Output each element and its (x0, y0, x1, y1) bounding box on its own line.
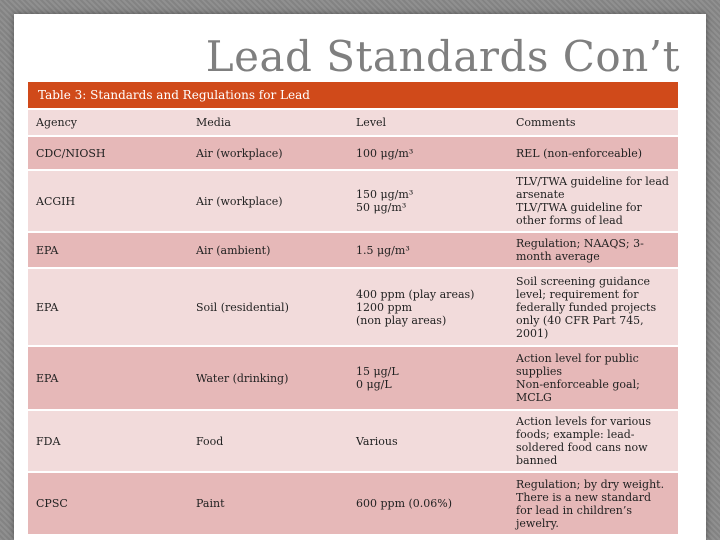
level-line: 1.5 μg/m³ (356, 243, 410, 257)
table-caption: Table 3: Standards and Regulations for Lead (28, 82, 678, 108)
level-line: 100 μg/m³ (356, 146, 414, 160)
comment-line: Regulation; by dry weight. There is a new standard for lead in children’s jewelry. (516, 477, 665, 530)
table-row (28, 410, 678, 472)
cell-level (348, 268, 508, 346)
level-line: (non play areas) (356, 313, 447, 327)
cell-media: Air (workplace) (188, 170, 348, 232)
table-header-row (28, 109, 678, 136)
cell-agency: FDA (28, 410, 188, 472)
level-line: 50 μg/m³ (356, 201, 407, 214)
comment-line: Soil screening guidance level; requirement for federally funded projects only (40 CFR Part 745, 2001) (516, 274, 657, 340)
comment-line: TLV/TWA guideline for other forms of lead (516, 201, 642, 227)
comment-line: Action levels for various foods; example: lead-soldered food cans now banned (516, 415, 652, 467)
level-line: Various (356, 434, 398, 448)
level-line: 150 μg/m³ (356, 188, 414, 201)
cell-agency: EPA (28, 268, 188, 346)
cell-agency: EPA (28, 346, 188, 410)
cell-level (348, 136, 508, 170)
cell-agency: ACGIH (28, 170, 188, 232)
table-row (28, 346, 678, 410)
cell-agency: CPSC (28, 472, 188, 534)
cell-comments (508, 268, 678, 346)
comment-line: Regulation; NAAQS; 3-month average (516, 237, 644, 263)
level-line: 0 μg/L (356, 378, 392, 391)
cell-agency: EPA (28, 232, 188, 268)
level-line: 600 ppm (0.06%) (356, 497, 453, 510)
cell-level (348, 170, 508, 232)
cell-media: Water (drinking) (188, 346, 348, 410)
comment-line: Non-enforceable goal; MCLG (516, 378, 640, 404)
cell-level (348, 472, 508, 534)
cell-media: Air (workplace) (188, 136, 348, 170)
cell-comments (508, 410, 678, 472)
cell-media: Air (ambient) (188, 232, 348, 268)
slide-title: Lead Standards Con’t (205, 32, 680, 81)
cell-media: Food (188, 410, 348, 472)
cell-media: Soil (residential) (188, 268, 348, 346)
cell-comments (508, 170, 678, 232)
cell-comments (508, 136, 678, 170)
cell-comments (508, 346, 678, 410)
header-level: Level (348, 109, 508, 136)
header-media: Media (188, 109, 348, 136)
cell-level (348, 232, 508, 268)
comment-line: REL (non-enforceable) (516, 146, 643, 160)
comment-line: TLV/TWA guideline for lead arsenate (516, 175, 669, 201)
table-row (28, 472, 678, 534)
cell-level (348, 346, 508, 410)
table-row (28, 170, 678, 232)
cell-comments (508, 232, 678, 268)
level-line: 1200 ppm (356, 300, 413, 314)
header-comments: Comments (508, 109, 678, 136)
comment-line: Action level for public supplies (516, 352, 639, 378)
table-row (28, 136, 678, 170)
table-row (28, 268, 678, 346)
cell-agency: CDC/NIOSH (28, 136, 188, 170)
cell-comments (508, 472, 678, 534)
header-agency: Agency (28, 109, 188, 136)
level-line: 15 μg/L (356, 365, 399, 378)
lead-standards-table (28, 108, 678, 534)
level-line: 400 ppm (play areas) (356, 287, 475, 301)
cell-media: Paint (188, 472, 348, 534)
table-row (28, 232, 678, 268)
cell-level (348, 410, 508, 472)
